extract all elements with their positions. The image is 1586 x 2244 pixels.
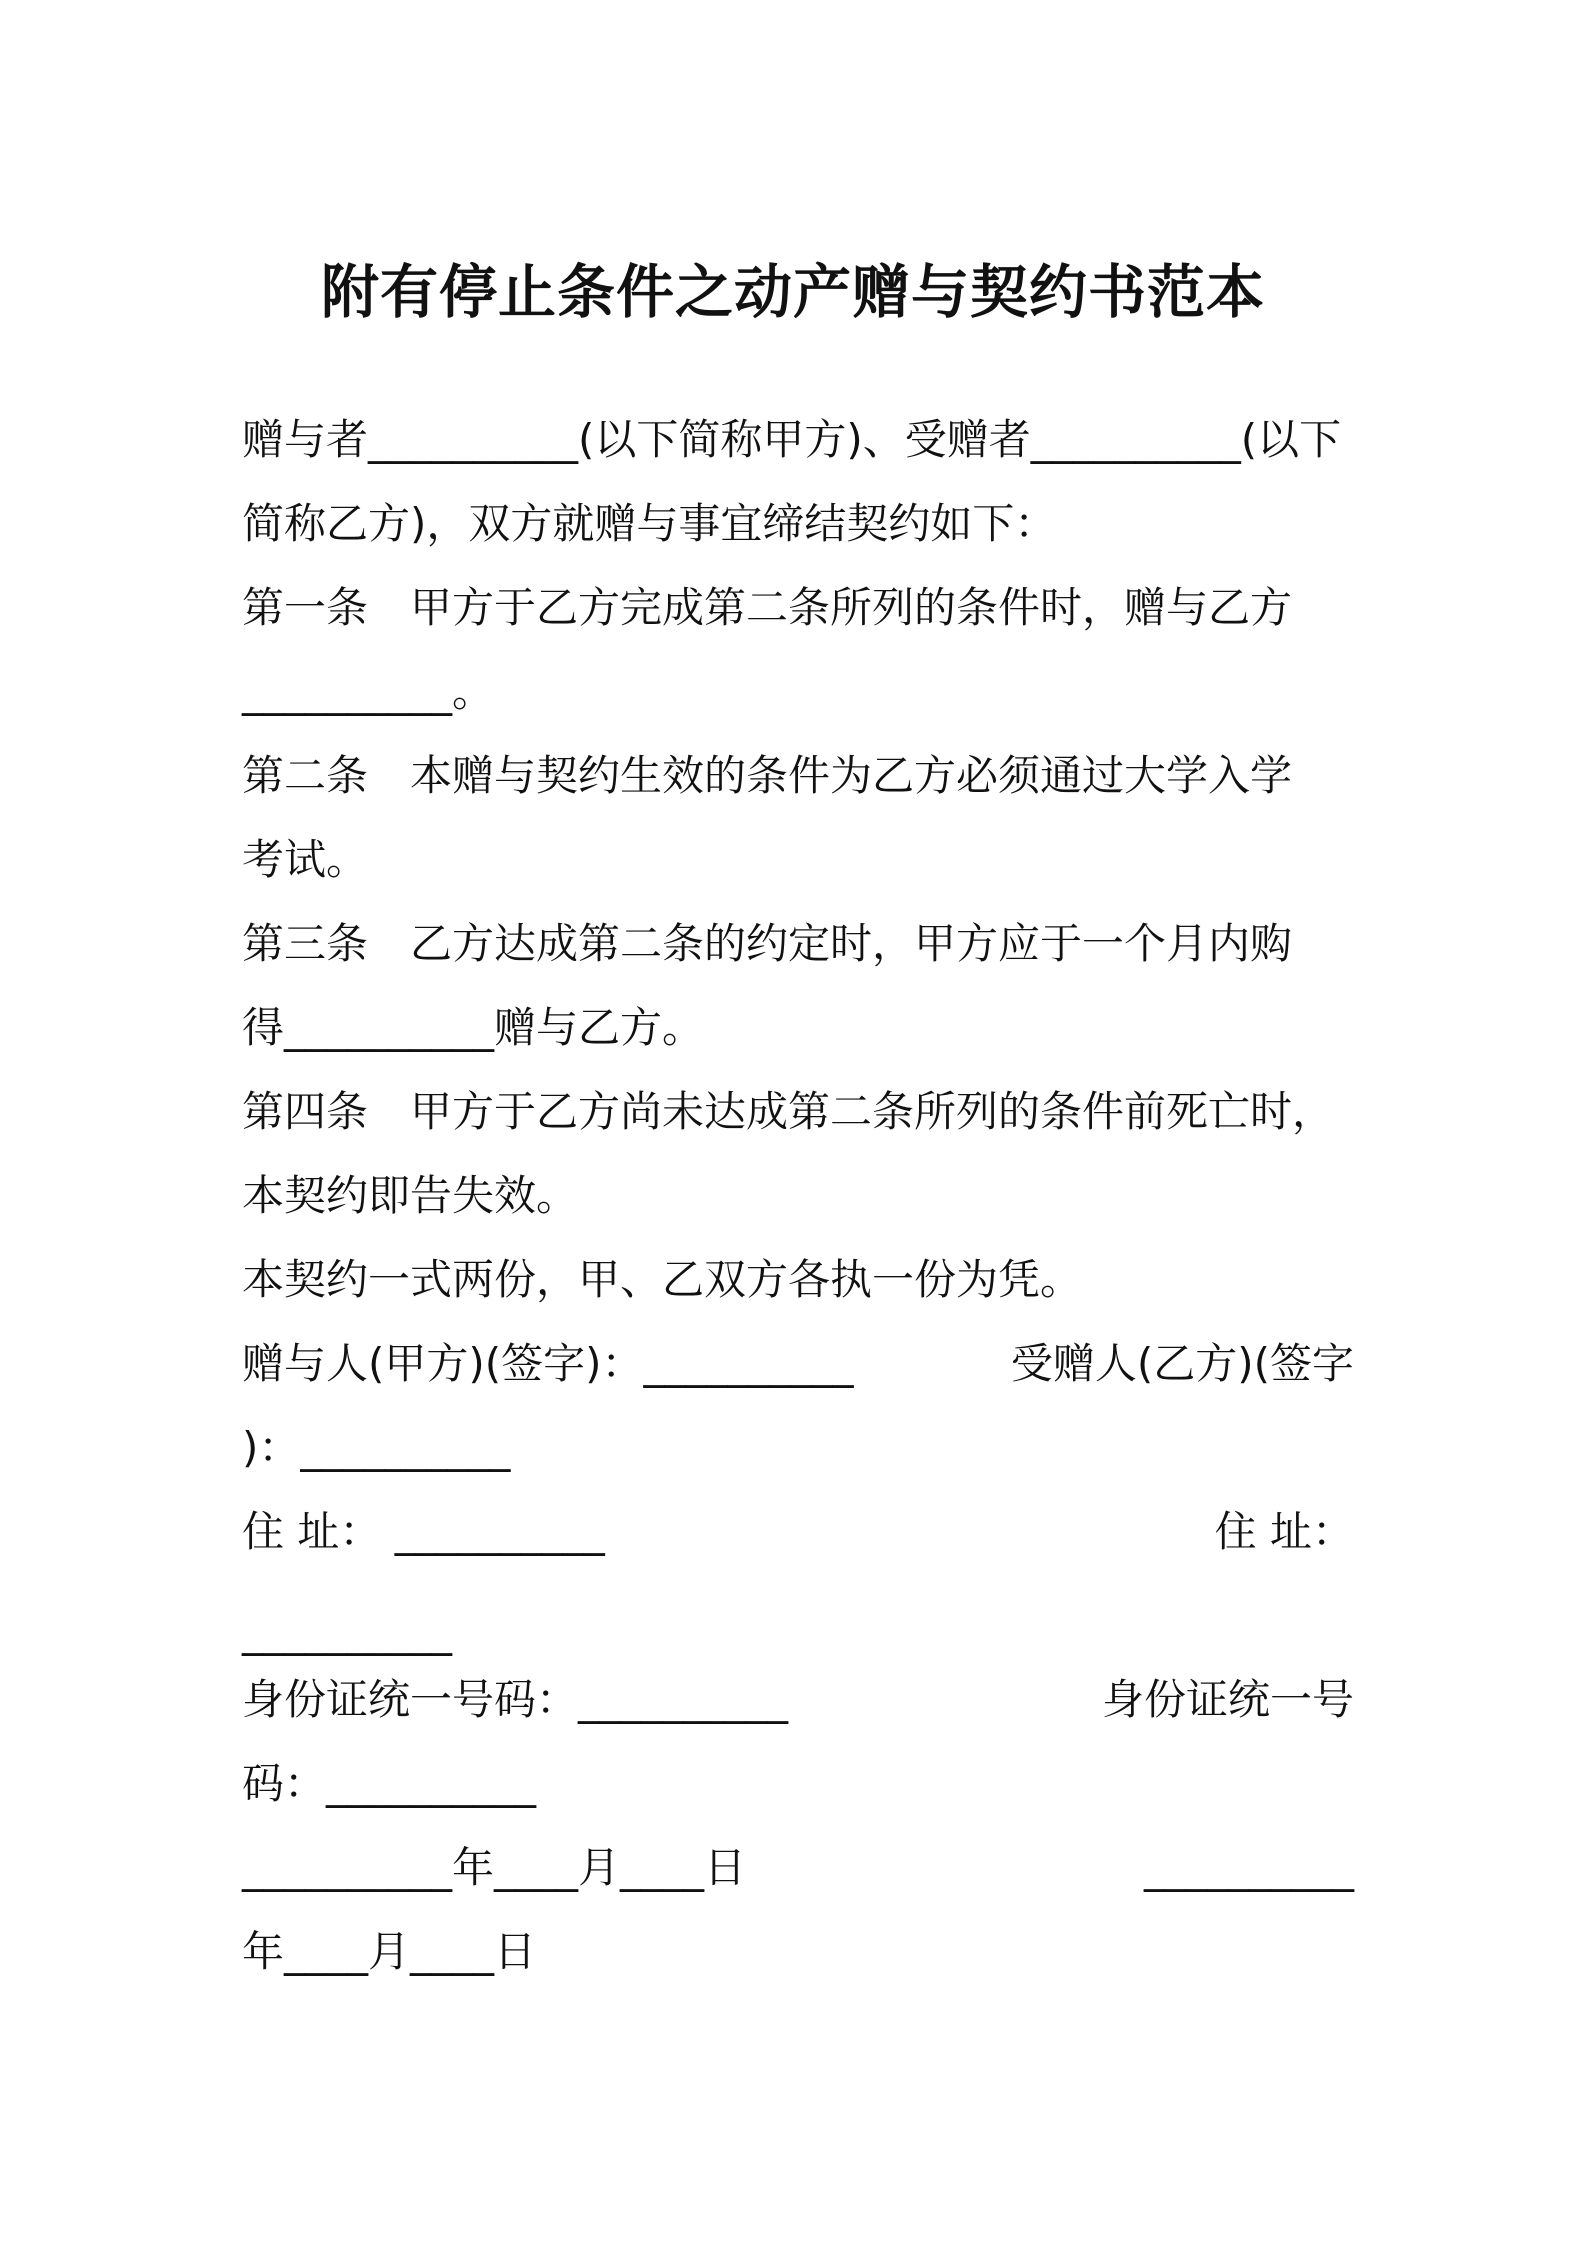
article-2-line-1: 第二条 本赠与契约生效的条件为乙方必须通过大学入学 xyxy=(242,751,1293,800)
preamble-line-1: 赠与者__________(以下简称甲方)、受赠者__________(以下 xyxy=(242,415,1342,464)
preamble-line-2: 简称乙方)，双方就赠与事宜缔结契约如下： xyxy=(242,499,1057,548)
donee-signature-line-cont: )：__________ xyxy=(242,1423,511,1472)
donee-id-line-cont: 码：__________ xyxy=(242,1759,537,1808)
donee-id-line: 身份证统一号 xyxy=(1101,1675,1354,1724)
copies-clause: 本契约一式两份，甲、乙双方各执一份为凭。 xyxy=(242,1255,1083,1304)
donee-date-line: 年____月____日 xyxy=(242,1927,537,1976)
article-2-line-2: 考试。 xyxy=(242,835,369,884)
donee-signature-line: 受赠人(乙方)(签字 xyxy=(1010,1339,1354,1388)
donor-signature-line: 赠与人(甲方)(签字)：__________ xyxy=(242,1339,854,1388)
donor-date-line: __________年____月____日 xyxy=(242,1843,747,1892)
article-1-line-1: 第一条 甲方于乙方完成第二条所列的条件时，赠与乙方 xyxy=(242,583,1293,632)
donee-date-blank: __________ xyxy=(1144,1843,1354,1892)
donee-address-value: __________ xyxy=(242,1607,452,1656)
donee-address-label: 住 址： xyxy=(1214,1507,1354,1556)
donor-address-line: 住 址： __________ xyxy=(242,1507,605,1556)
donor-id-line: 身份证统一号码：__________ xyxy=(242,1675,789,1724)
article-1-line-2: __________。 xyxy=(242,667,495,716)
article-3-line-2: 得__________赠与乙方。 xyxy=(242,1003,705,1052)
article-3-line-1: 第三条 乙方达成第二条的约定时，甲方应于一个月内购 xyxy=(242,919,1293,968)
document-title: 附有停止条件之动产赠与契约书范本 xyxy=(320,258,1265,326)
article-4-line-2: 本契约即告失效。 xyxy=(242,1171,579,1220)
article-4-line-1: 第四条 甲方于乙方尚未达成第二条所列的条件前死亡时， xyxy=(242,1087,1335,1136)
